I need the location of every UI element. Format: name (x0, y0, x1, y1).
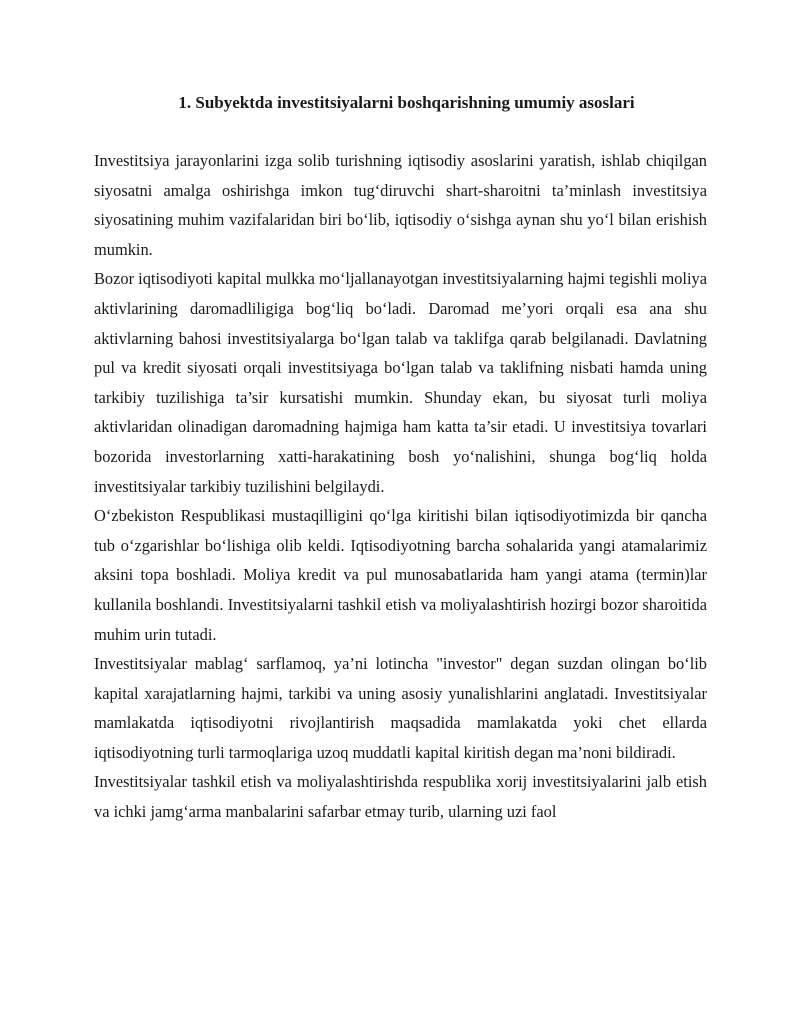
paragraph-5: Investitsiyalar tashkil etish va moliyalashtirishda respublika xorij investitsiyalarini jalb etish va ichki jamg‘arma manbalarini safarbar etmay turib, ularning uzi faol (94, 772, 707, 822)
paragraph-1: Investitsiya jarayonlarini izga solib turishning iqtisodiy asoslarini yaratish, ishlab chiqilgan siyosatni amalga oshirishga imkon tug‘diruvchi shart-sharoitni ta’minlash investitsiya siyosatining muhim vazifalaridan biri bo‘lib, iqtisodiy o‘sishga aynan shu yo‘l bilan erishish mumkin. (94, 151, 707, 259)
paragraph-4: Investitsiyalar mablag‘ sarflamoq, ya’ni lotincha "investor" degan suzdan olingan bo‘lib kapital xarajatlarning hajmi, tarkibi va uning asosiy yunalishlarini anglatadi. Investitsiyalar mamlakatda iqtisodiyotni rivojlantirish maqsadida mamlakatda yoki chet ellarda iqtisodiyotning turli tarmoqlariga uzoq muddatli kapital kiritish degan ma’noni bildiradi. (94, 654, 707, 762)
document-page (94, 92, 707, 827)
section-title: 1. Subyektda investitsiyalarni boshqarishning umumiy asoslari (178, 93, 635, 112)
paragraph-3: O‘zbekiston Respublikasi mustaqilligini qo‘lga kiritishi bilan iqtisodiyotimizda bir qancha tub o‘zgarishlar bo‘lishiga olib keldi. Iqtisodiyotning barcha sohalarida yangi atamalarimiz aksini topa boshladi. Moliya kredit va pul munosabatlarida ham yangi atama (termin)lar kullanila boshlandi. Investitsiyalarni tashkil etish va moliyalashtirish hozirgi bozor sharoitida muhim urin tutadi. (94, 506, 707, 644)
paragraph-2: Bozor iqtisodiyoti kapital mulkka mo‘ljallanayotgan investitsiyalarning hajmi tegishli moliya aktivlarining daromadliligiga bog‘liq bo‘ladi. Daromad me’yori orqali esa ana shu aktivlarning bahosi investitsiyalarga bo‘lgan talab va taklifga qarab belgilanadi. Davlatning pul va kredit siyosati orqali investitsiyaga bo‘lgan talab va taklifning nisbati hamda uning tarkibiy tuzilishiga ta’sir kursatishi mumkin. Shunday ekan, bu siyosat turli moliya aktivlaridan olinadigan daromadning hajmiga ham katta ta’sir etadi. U investitsiya tovarlari bozorida investorlarning xatti-harakatining bosh yo‘nalishini, shunga bog‘liq holda investitsiyalar tarkibiy tuzilishini belgilaydi. (94, 269, 707, 496)
